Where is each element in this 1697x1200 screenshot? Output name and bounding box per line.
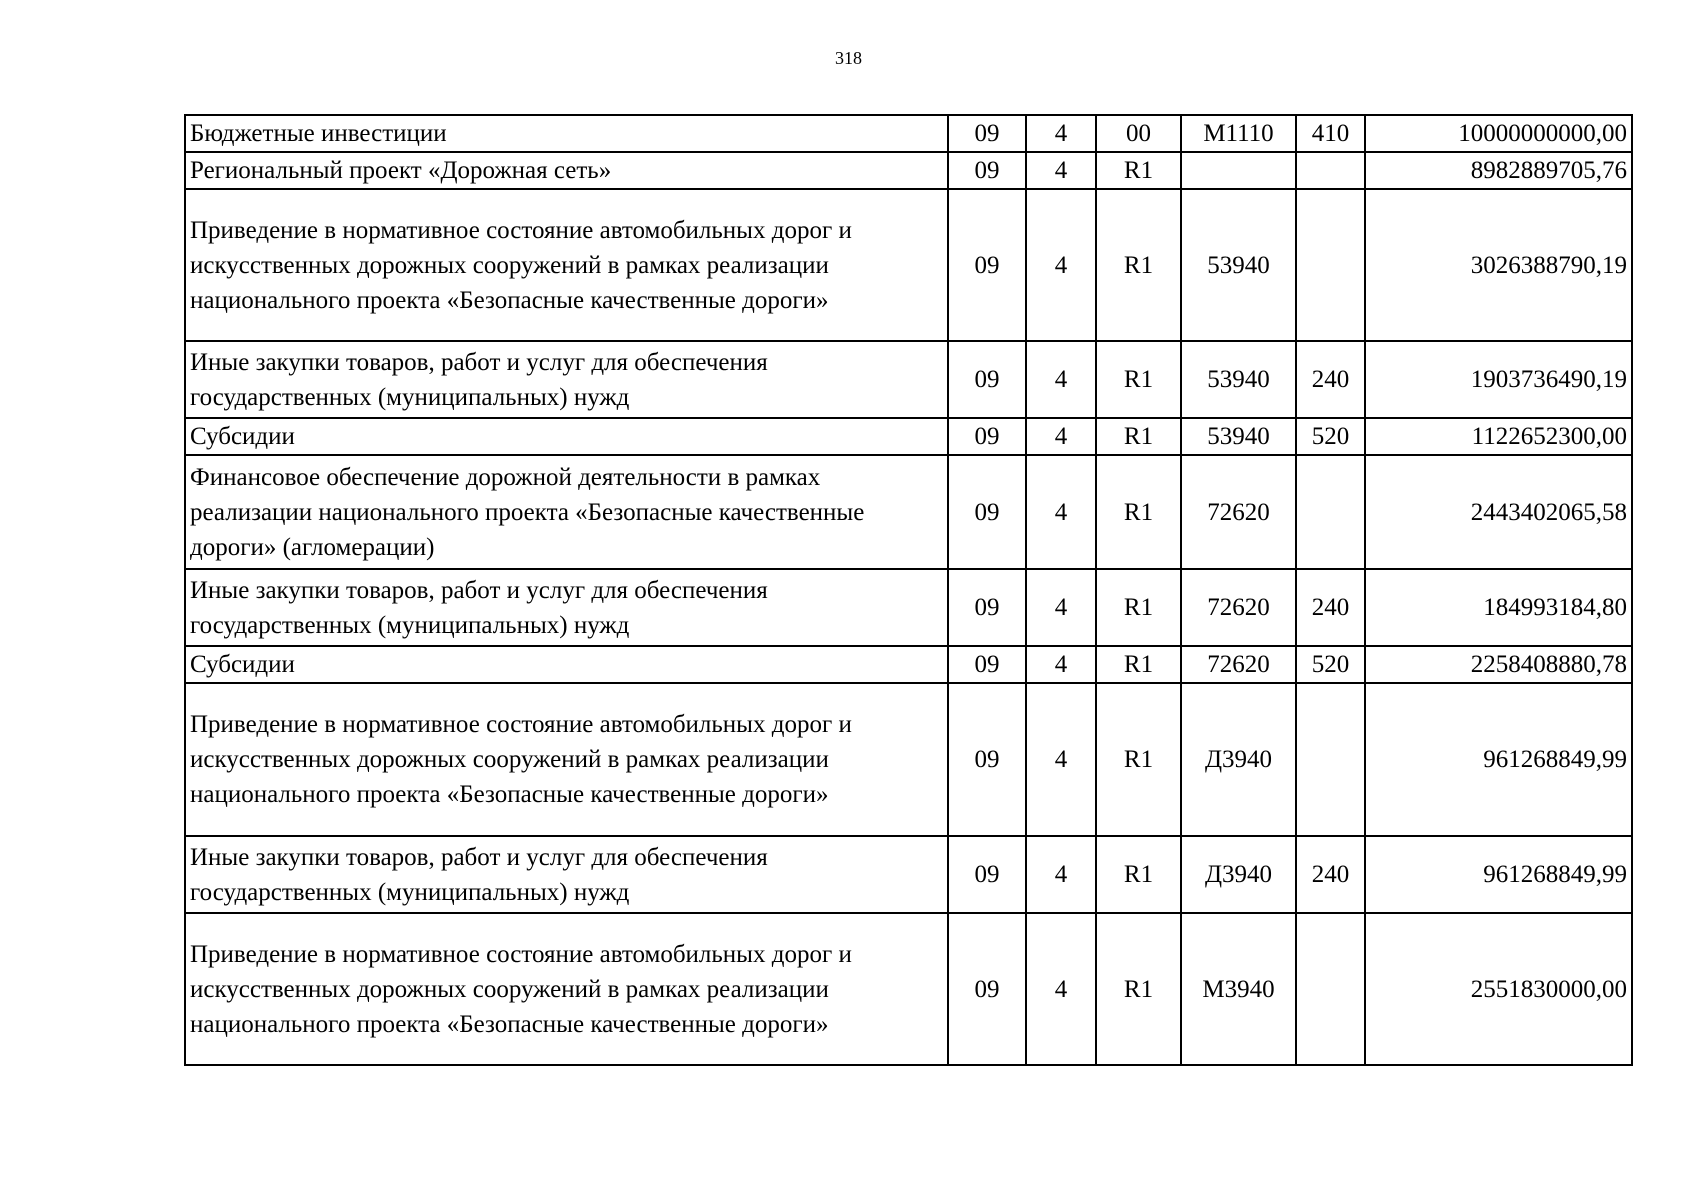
table-row: [185, 152, 1632, 189]
direction-code: [1181, 152, 1296, 189]
table-row: [185, 418, 1632, 455]
expense-type-code: 520: [1296, 646, 1365, 683]
section-code: 09: [948, 836, 1026, 913]
table-row: [185, 836, 1632, 913]
expense-type-code: 240: [1296, 569, 1365, 646]
program-code: 4: [1026, 646, 1096, 683]
section-code: 09: [948, 152, 1026, 189]
amount: 184993184,80: [1365, 569, 1632, 646]
amount: 1903736490,19: [1365, 341, 1632, 418]
amount: 1122652300,00: [1365, 418, 1632, 455]
program-code: 4: [1026, 683, 1096, 836]
subprogram-code: R1: [1096, 189, 1181, 341]
direction-code: 53940: [1181, 341, 1296, 418]
row-name: Иные закупки товаров, работ и услуг для обеспечения государственных (муниципальных) нужд: [185, 836, 948, 913]
subprogram-code: R1: [1096, 913, 1181, 1065]
table-row: [185, 569, 1632, 646]
section-code: 09: [948, 913, 1026, 1065]
amount: 2551830000,00: [1365, 913, 1632, 1065]
program-code: 4: [1026, 569, 1096, 646]
table-row: [185, 341, 1632, 418]
subprogram-code: R1: [1096, 418, 1181, 455]
expense-type-code: [1296, 913, 1365, 1065]
program-code: 4: [1026, 152, 1096, 189]
section-code: 09: [948, 646, 1026, 683]
table-row: [185, 683, 1632, 836]
amount: 3026388790,19: [1365, 189, 1632, 341]
section-code: 09: [948, 115, 1026, 152]
row-name: Иные закупки товаров, работ и услуг для обеспечения государственных (муниципальных) нужд: [185, 569, 948, 646]
budget-table: [184, 114, 1633, 1066]
program-code: 4: [1026, 913, 1096, 1065]
expense-type-code: [1296, 152, 1365, 189]
direction-code: М3940: [1181, 913, 1296, 1065]
table-row: [185, 115, 1632, 152]
program-code: 4: [1026, 418, 1096, 455]
section-code: 09: [948, 189, 1026, 341]
section-code: 09: [948, 455, 1026, 569]
row-name: Приведение в нормативное состояние автомобильных дорог и искусственных дорожных сооружений в рамках реализации национального проекта «Безопасные качественные дороги»: [185, 189, 948, 341]
direction-code: 53940: [1181, 189, 1296, 341]
table-row: [185, 189, 1632, 341]
row-name: Приведение в нормативное состояние автомобильных дорог и искусственных дорожных сооружений в рамках реализации национального проекта «Безопасные качественные дороги»: [185, 683, 948, 836]
direction-code: 53940: [1181, 418, 1296, 455]
program-code: 4: [1026, 115, 1096, 152]
table-row: [185, 646, 1632, 683]
subprogram-code: R1: [1096, 836, 1181, 913]
amount: 2258408880,78: [1365, 646, 1632, 683]
direction-code: 72620: [1181, 569, 1296, 646]
expense-type-code: 240: [1296, 341, 1365, 418]
program-code: 4: [1026, 455, 1096, 569]
row-name: Финансовое обеспечение дорожной деятельности в рамках реализации национального проекта «Безопасные качественные дороги» (агломерации): [185, 455, 948, 569]
subprogram-code: R1: [1096, 569, 1181, 646]
expense-type-code: [1296, 455, 1365, 569]
expense-type-code: [1296, 683, 1365, 836]
amount: 961268849,99: [1365, 836, 1632, 913]
row-name: Иные закупки товаров, работ и услуг для обеспечения государственных (муниципальных) нужд: [185, 341, 948, 418]
subprogram-code: 00: [1096, 115, 1181, 152]
subprogram-code: R1: [1096, 341, 1181, 418]
row-name: Бюджетные инвестиции: [185, 115, 948, 152]
direction-code: М1110: [1181, 115, 1296, 152]
row-name: Региональный проект «Дорожная сеть»: [185, 152, 948, 189]
direction-code: 72620: [1181, 455, 1296, 569]
direction-code: Д3940: [1181, 836, 1296, 913]
subprogram-code: R1: [1096, 152, 1181, 189]
program-code: 4: [1026, 189, 1096, 341]
amount: 10000000000,00: [1365, 115, 1632, 152]
subprogram-code: R1: [1096, 455, 1181, 569]
direction-code: Д3940: [1181, 683, 1296, 836]
subprogram-code: R1: [1096, 683, 1181, 836]
amount: 2443402065,58: [1365, 455, 1632, 569]
table-row: [185, 913, 1632, 1065]
amount: 961268849,99: [1365, 683, 1632, 836]
expense-type-code: 410: [1296, 115, 1365, 152]
program-code: 4: [1026, 836, 1096, 913]
expense-type-code: [1296, 189, 1365, 341]
expense-type-code: 240: [1296, 836, 1365, 913]
direction-code: 72620: [1181, 646, 1296, 683]
table-row: [185, 455, 1632, 569]
amount: 8982889705,76: [1365, 152, 1632, 189]
section-code: 09: [948, 341, 1026, 418]
page-number: 318: [835, 48, 862, 68]
section-code: 09: [948, 569, 1026, 646]
row-name: Субсидии: [185, 646, 948, 683]
subprogram-code: R1: [1096, 646, 1181, 683]
program-code: 4: [1026, 341, 1096, 418]
row-name: Приведение в нормативное состояние автомобильных дорог и искусственных дорожных сооружений в рамках реализации национального проекта «Безопасные качественные дороги»: [185, 913, 948, 1065]
row-name: Субсидии: [185, 418, 948, 455]
section-code: 09: [948, 683, 1026, 836]
expense-type-code: 520: [1296, 418, 1365, 455]
section-code: 09: [948, 418, 1026, 455]
